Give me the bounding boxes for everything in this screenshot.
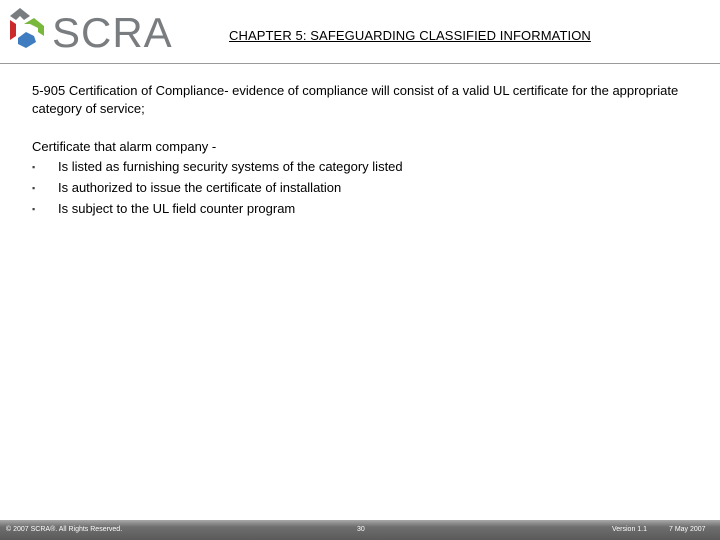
bullet-text: Is authorized to issue the certificate of installation [58, 180, 342, 195]
bullet-text: Is subject to the UL field counter program [58, 201, 296, 216]
intro-paragraph: 5-905 Certification of Compliance- evidence of compliance will consist of a valid UL certificate for the appropriate category of service; [32, 83, 679, 116]
logo-emblem-blue [18, 32, 36, 48]
bullet-square-icon: ▪ [32, 183, 36, 193]
header-divider [0, 63, 720, 64]
footer-page-number: 30 [357, 526, 365, 533]
bullet-square-icon: ▪ [32, 162, 36, 172]
bullet-square-icon: ▪ [32, 204, 36, 214]
footer-copyright: © 2007 SCRA®. All Rights Reserved. [6, 526, 123, 533]
logo-emblem-gray [10, 8, 30, 20]
scra-logo-graphic [8, 6, 190, 58]
footer-version: Version 1.1 [612, 526, 648, 533]
bullet-text: Is listed as furnishing security systems of the category listed [58, 159, 403, 174]
footer-bar [0, 520, 720, 540]
scra-logo [8, 6, 190, 58]
logo-emblem-red [10, 20, 16, 40]
footer-date: 7 May 2007 [669, 526, 706, 533]
logo-wordmark: SCRA [52, 9, 173, 56]
chapter-title: CHAPTER 5: SAFEGUARDING CLASSIFIED INFORMATION [229, 28, 591, 43]
lead-line: Certificate that alarm company - [32, 139, 217, 154]
